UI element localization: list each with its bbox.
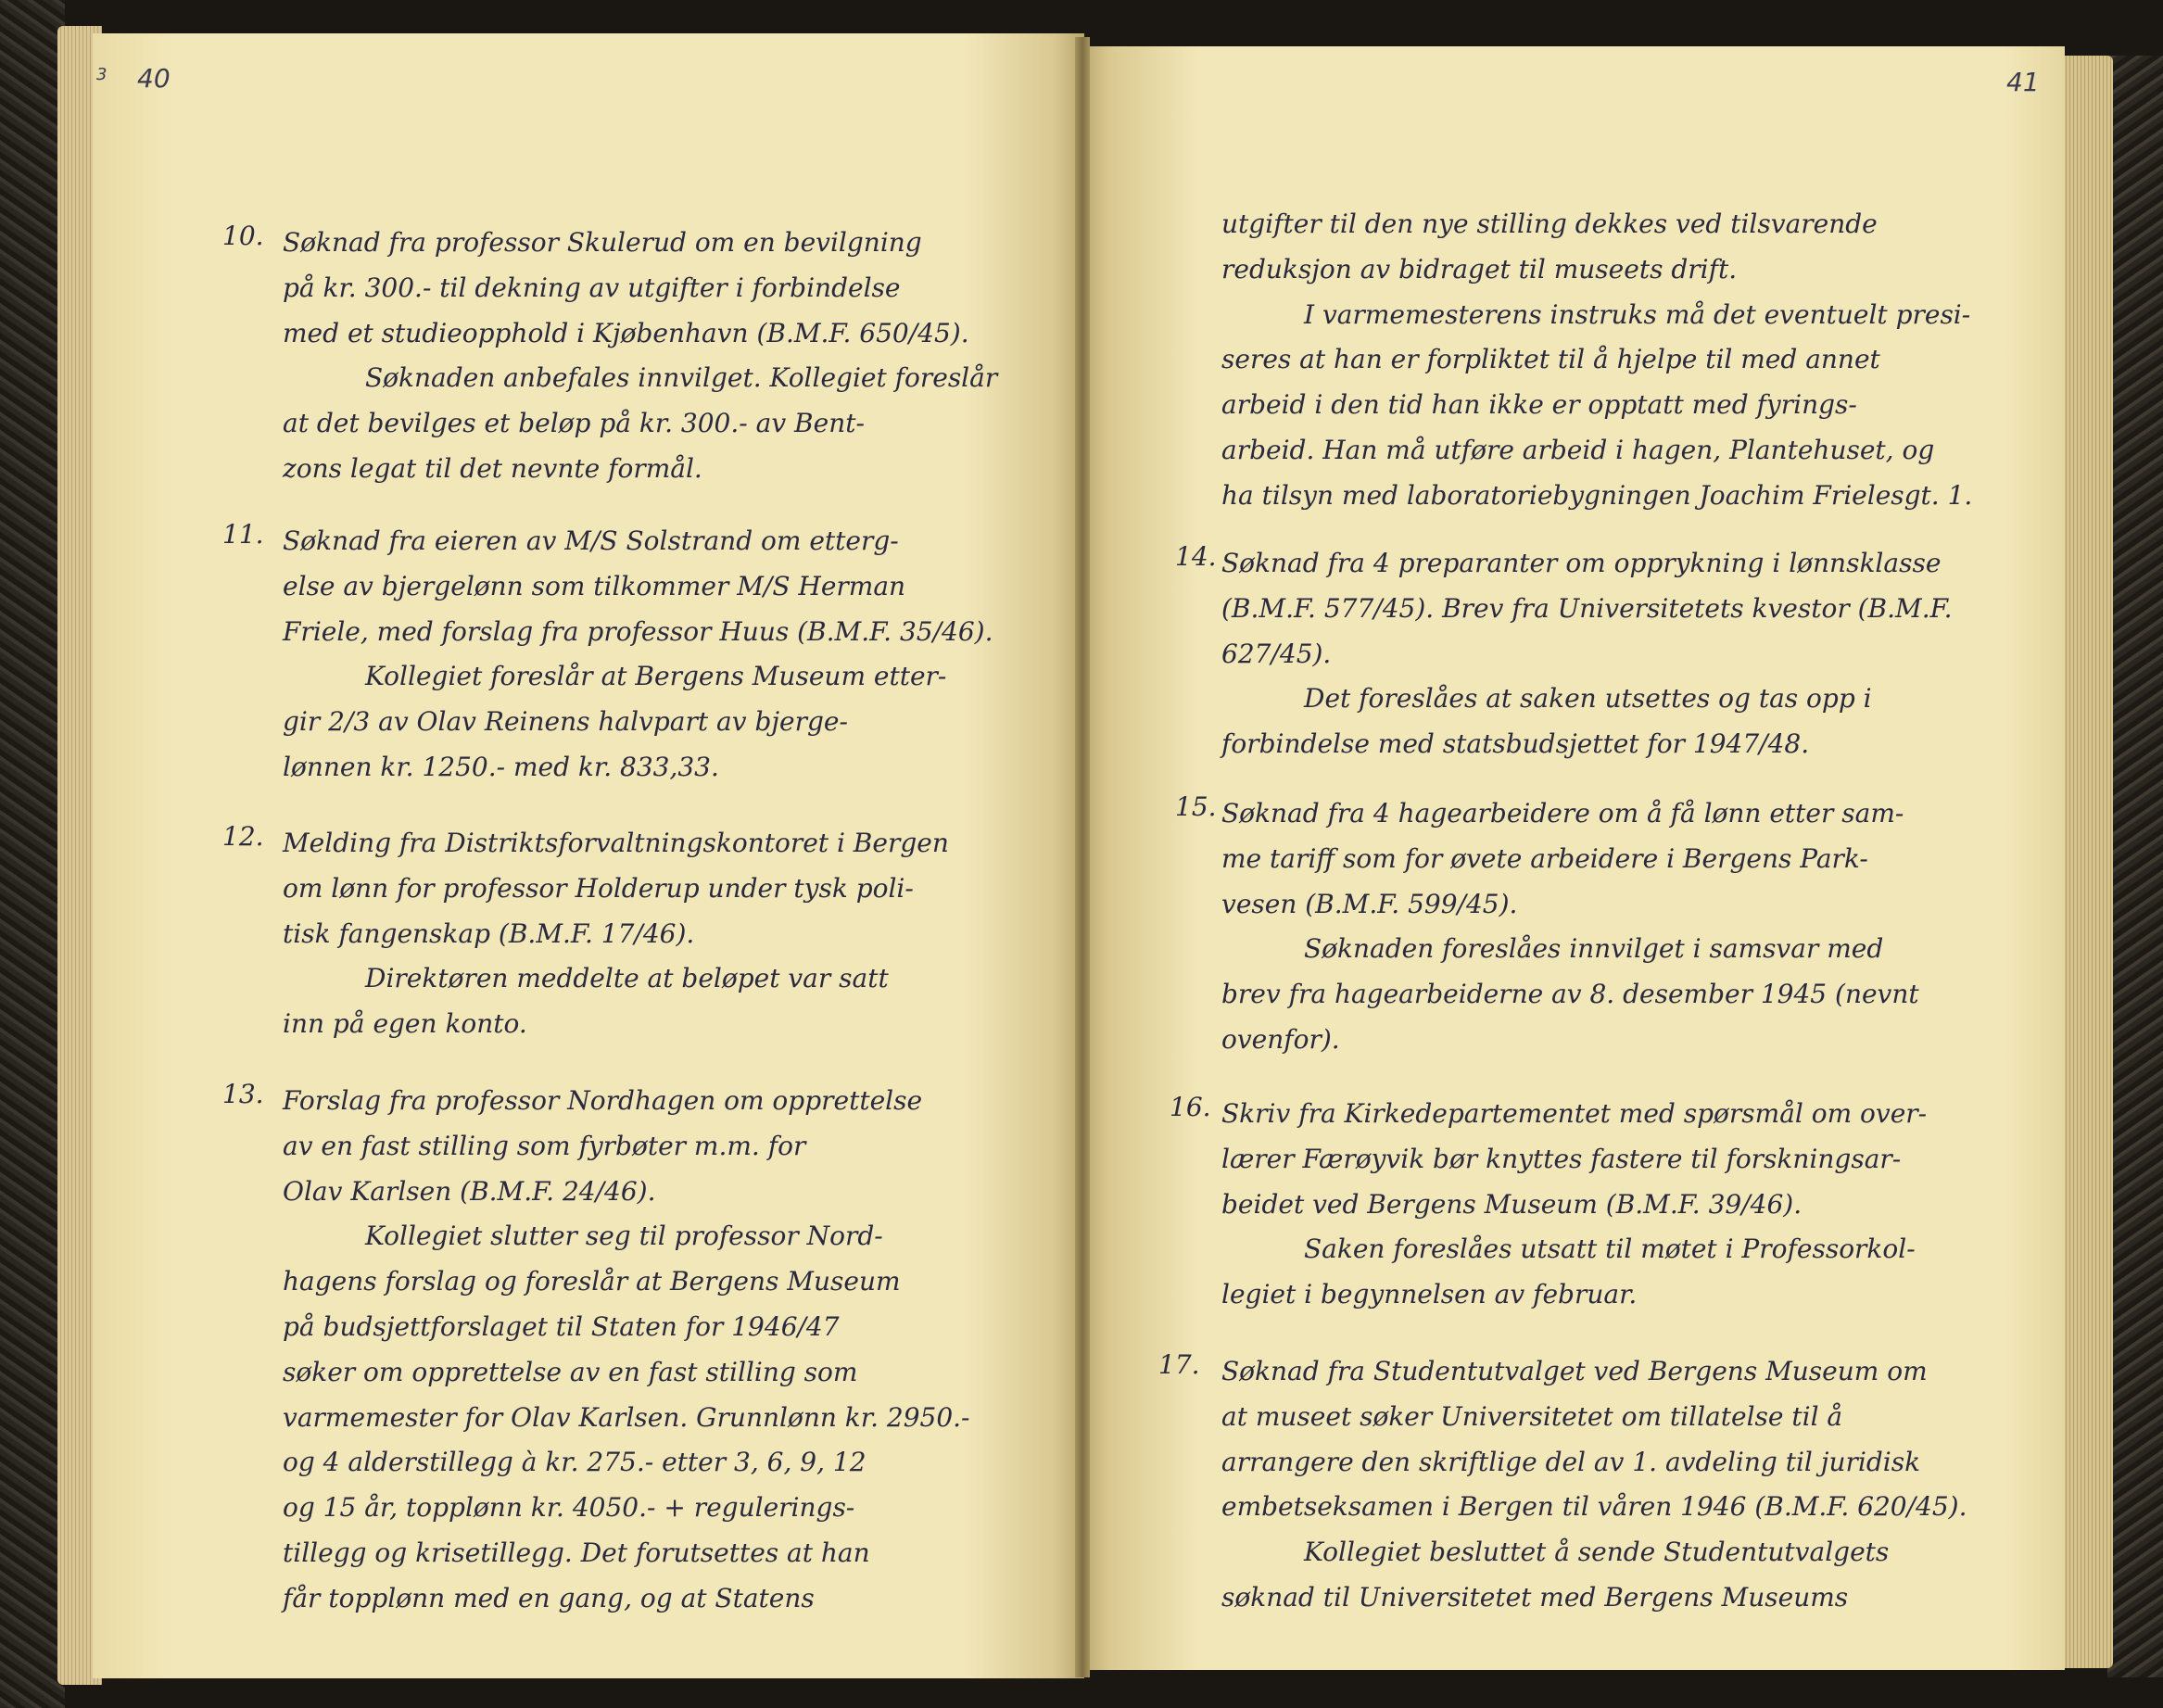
handwritten-line: me tariff som for øvete arbeidere i Bergens Park- <box>1221 842 1868 874</box>
handwritten-line: og 4 alderstillegg à kr. 275.- etter 3, 6, 9, 12 <box>283 1447 866 1478</box>
agenda-item-17 <box>1221 1349 1967 1621</box>
handwritten-line: else av bjergelønn som tilkommer M/S Herman <box>283 570 906 601</box>
handwritten-line: Skriv fra Kirkedepartementet med spørsmål om over- <box>1221 1098 1928 1129</box>
handwritten-line: seres at han er forpliktet til å hjelpe til med annet <box>1221 344 1880 375</box>
handwritten-line: søker om opprettelse av en fast stilling som <box>283 1356 858 1387</box>
handwritten-line: beidet ved Bergens Museum (B.M.F. 39/46). <box>1221 1188 1802 1220</box>
item-number: 13. <box>222 1079 264 1109</box>
handwritten-line: Søknad fra Studentutvalget ved Bergens Museum om <box>1221 1356 1928 1386</box>
handwritten-line: varmemester for Olav Karlsen. Grunnlønn kr. 2950.- <box>283 1401 970 1433</box>
handwritten-line: ha tilsyn med laboratoriebygningen Joachim Frielesgt. 1. <box>1221 479 1973 511</box>
handwritten-line: Søknaden anbefales innvilget. Kollegiet foreslår <box>283 362 998 394</box>
handwritten-line: på budsjettforslaget til Staten for 1946/47 <box>283 1310 840 1342</box>
item-number: 12. <box>222 821 264 852</box>
handwritten-line: Melding fra Distriktsforvaltningskontoret i Bergen <box>283 828 949 858</box>
handwritten-line: Kollegiet besluttet å sende Studentutvalgets <box>1221 1537 1890 1568</box>
handwritten-line: Søknad fra 4 preparanter om opprykning i lønnsklasse <box>1221 548 1942 578</box>
agenda-item-10 <box>283 221 997 492</box>
handwritten-line: forbindelse med statsbudsjettet for 1947/48. <box>1221 728 1810 760</box>
handwritten-line: Søknad fra eieren av M/S Solstrand om etterg- <box>283 525 899 556</box>
handwritten-line: tisk fangenskap (B.M.F. 17/46). <box>283 917 695 949</box>
handwritten-line: Friele, med forslag fra professor Huus (B.M.F. 35/46). <box>283 615 993 647</box>
handwritten-line: (B.M.F. 577/45). Brev fra Universitetets kvestor (B.M.F. <box>1221 592 1953 624</box>
handwritten-line: brev fra hagearbeiderne av 8. desember 1945 (nevnt <box>1221 979 1919 1010</box>
handwritten-line: lønnen kr. 1250.- med kr. 833,33. <box>283 751 719 782</box>
handwritten-line: får topplønn med en gang, og at Statens <box>283 1582 815 1613</box>
item-number: 11. <box>222 519 264 550</box>
book-cover-left <box>0 0 65 1708</box>
agenda-item-11 <box>283 519 993 791</box>
handwritten-line: utgifter til den nye stilling dekkes ved tilsvarende <box>1221 209 1878 239</box>
handwritten-line: arrangere den skriftlige del av 1. avdeling til juridisk <box>1221 1446 1921 1477</box>
handwritten-line: at museet søker Universitetet om tillatelse til å <box>1221 1400 1843 1432</box>
handwritten-line: lærer Færøyvik bør knyttes fastere til forskningsar- <box>1221 1143 1902 1174</box>
book-gutter <box>1075 37 1090 1677</box>
handwritten-line: Søknaden foreslåes innvilget i samsvar med <box>1221 933 1884 965</box>
handwritten-line: med et studieopphold i Kjøbenhavn (B.M.F. 650/45). <box>283 317 969 348</box>
handwritten-line: og 15 år, topplønn kr. 4050.- + regulerings- <box>283 1492 855 1524</box>
agenda-item-14 <box>1221 541 1953 767</box>
handwritten-line: Direktøren meddelte at beløpet var satt <box>283 963 889 994</box>
handwritten-line: Saken foreslåes utsatt til møtet i Professorkol- <box>1221 1234 1916 1265</box>
handwritten-line: legiet i begynnelsen av februar. <box>1221 1279 1638 1310</box>
book-cover-right <box>2107 56 2163 1677</box>
handwritten-line: Det foreslåes at saken utsettes og tas opp i <box>1221 683 1872 715</box>
handwritten-line: 627/45). <box>1221 638 1332 669</box>
page-number-right: 41 <box>2006 67 2040 97</box>
handwritten-line: gir 2/3 av Olav Reinens halvpart av bjerge- <box>283 706 848 738</box>
handwritten-line: Kollegiet foreslår at Bergens Museum etter- <box>283 661 947 692</box>
handwritten-line: reduksjon av bidraget til museets drift. <box>1221 253 1738 285</box>
handwritten-line: ovenfor). <box>1221 1023 1340 1055</box>
handwritten-line: av en fast stilling som fyrbøter m.m. for <box>283 1130 806 1161</box>
handwritten-line: søknad til Universitetet med Bergens Museums <box>1221 1581 1849 1613</box>
item-number: 16. <box>1170 1092 1211 1122</box>
agenda-item-13 <box>283 1079 970 1622</box>
handwritten-line: vesen (B.M.F. 599/45). <box>1221 888 1518 919</box>
item-number: 15. <box>1175 791 1217 822</box>
handwritten-line: på kr. 300.- til dekning av utgifter i forbindelse <box>283 272 901 303</box>
agenda-item-16 <box>1221 1092 1927 1318</box>
handwritten-line: Søknad fra 4 hagearbeidere om å få lønn etter sam- <box>1221 798 1904 829</box>
handwritten-line: embetseksamen i Bergen til våren 1946 (B.M.F. 620/45). <box>1221 1491 1967 1523</box>
handwritten-line: hagens forslag og foreslår at Bergens Museum <box>283 1266 901 1297</box>
handwritten-line: tillegg og krisetillegg. Det forutsettes at han <box>283 1537 870 1568</box>
handwritten-line: Kollegiet slutter seg til professor Nord- <box>283 1221 883 1252</box>
handwritten-line: I varmemesterens instruks må det eventuelt presi- <box>1221 298 1971 330</box>
page-edges-right <box>2059 56 2113 1668</box>
agenda-item-15 <box>1221 791 1919 1063</box>
agenda-item-12 <box>283 821 949 1047</box>
page-number-left: 40 <box>137 63 171 94</box>
handwritten-line: at det bevilges et beløp på kr. 300.- av Bent- <box>283 408 865 439</box>
corner-mark: 3 <box>96 65 108 84</box>
handwritten-line: Forslag fra professor Nordhagen om opprettelse <box>283 1085 923 1116</box>
handwritten-line: Olav Karlsen (B.M.F. 24/46). <box>283 1175 656 1207</box>
handwritten-line: inn på egen konto. <box>283 1008 527 1040</box>
item-number: 17. <box>1158 1349 1200 1380</box>
item-number: 14. <box>1175 541 1217 572</box>
agenda-item-13-continued <box>1221 202 1972 519</box>
handwritten-line: arbeid i den tid han ikke er opptatt med fyrings- <box>1221 389 1857 421</box>
handwritten-line: zons legat til det nevnte formål. <box>283 452 702 484</box>
item-number: 10. <box>222 221 264 251</box>
handwritten-line: arbeid. Han må utføre arbeid i hagen, Plantehuset, og <box>1221 434 1935 465</box>
handwritten-line: om lønn for professor Holderup under tysk poli- <box>283 872 914 904</box>
handwritten-line: Søknad fra professor Skulerud om en bevilgning <box>283 227 922 258</box>
